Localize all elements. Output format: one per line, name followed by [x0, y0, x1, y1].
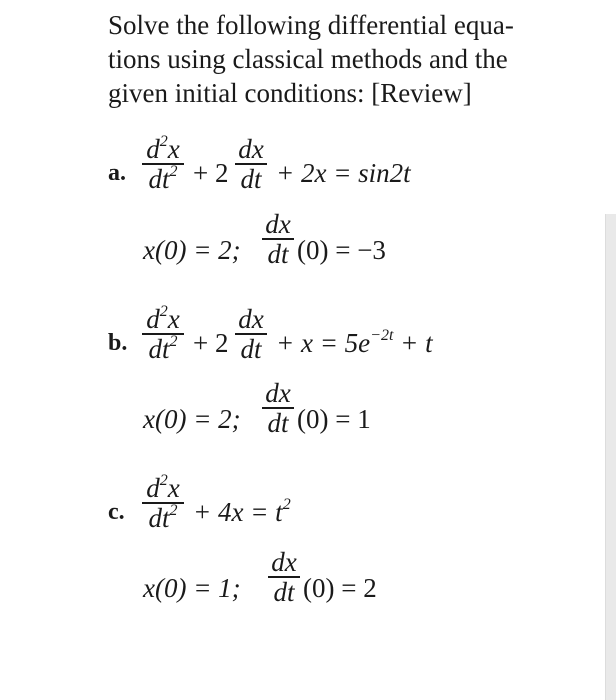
problem-a-initial-value: (0) = −3: [297, 235, 386, 265]
problem-b-initial-x: x(0) = 2;: [143, 404, 241, 434]
problem-b-label: b.: [108, 330, 128, 356]
problem-c-label: c.: [108, 499, 125, 525]
intro-line-3: given initial conditions: [Review]: [108, 78, 472, 108]
problem-a-initial-x: x(0) = 2;: [143, 235, 241, 265]
problem-c-second-derivative: $\frac{d^2x}{dt^2}$: [142, 475, 184, 531]
problem-b-second-derivative: $\frac{d^2x}{dt^2}$: [142, 306, 184, 362]
problem-c-initial-value: (0) = 2: [303, 573, 377, 603]
problem-b-rhs: + $x = 5e^{-2t} + t$: [276, 327, 433, 358]
problem-c-initial-x: x(0) = 1;: [143, 573, 241, 603]
problem-b-first-derivative: $\frac{dx}{dt}$: [235, 306, 267, 362]
problem-b-initial-value: (0) = 1: [297, 404, 371, 434]
intro-line-2: tions using classical methods and the: [108, 44, 508, 74]
problem-statement: [108, 8, 588, 110]
problem-a-rhs: + 2x = sin2t: [276, 158, 411, 188]
problem-a-label: a.: [108, 160, 126, 186]
intro-line-1: Solve the following differential equa-: [108, 10, 514, 40]
problem-c-rhs: + $4x = t^2$: [193, 496, 291, 527]
vertical-scrollbar[interactable]: [605, 214, 616, 700]
problem-a-initial-derivative: $\frac{dx}{dt}$: [262, 211, 294, 267]
problem-a-second-derivative: $\frac{d^2x}{dt^2}$: [142, 136, 184, 192]
problem-a-first-derivative: $\frac{dx}{dt}$: [235, 136, 267, 192]
problem-b-coefficient: + 2: [193, 328, 229, 358]
problem-a-coefficient: + 2: [193, 158, 229, 188]
problem-c-initial-derivative: $\frac{dx}{dt}$: [268, 549, 300, 605]
problem-b-initial-derivative: $\frac{dx}{dt}$: [262, 380, 294, 436]
